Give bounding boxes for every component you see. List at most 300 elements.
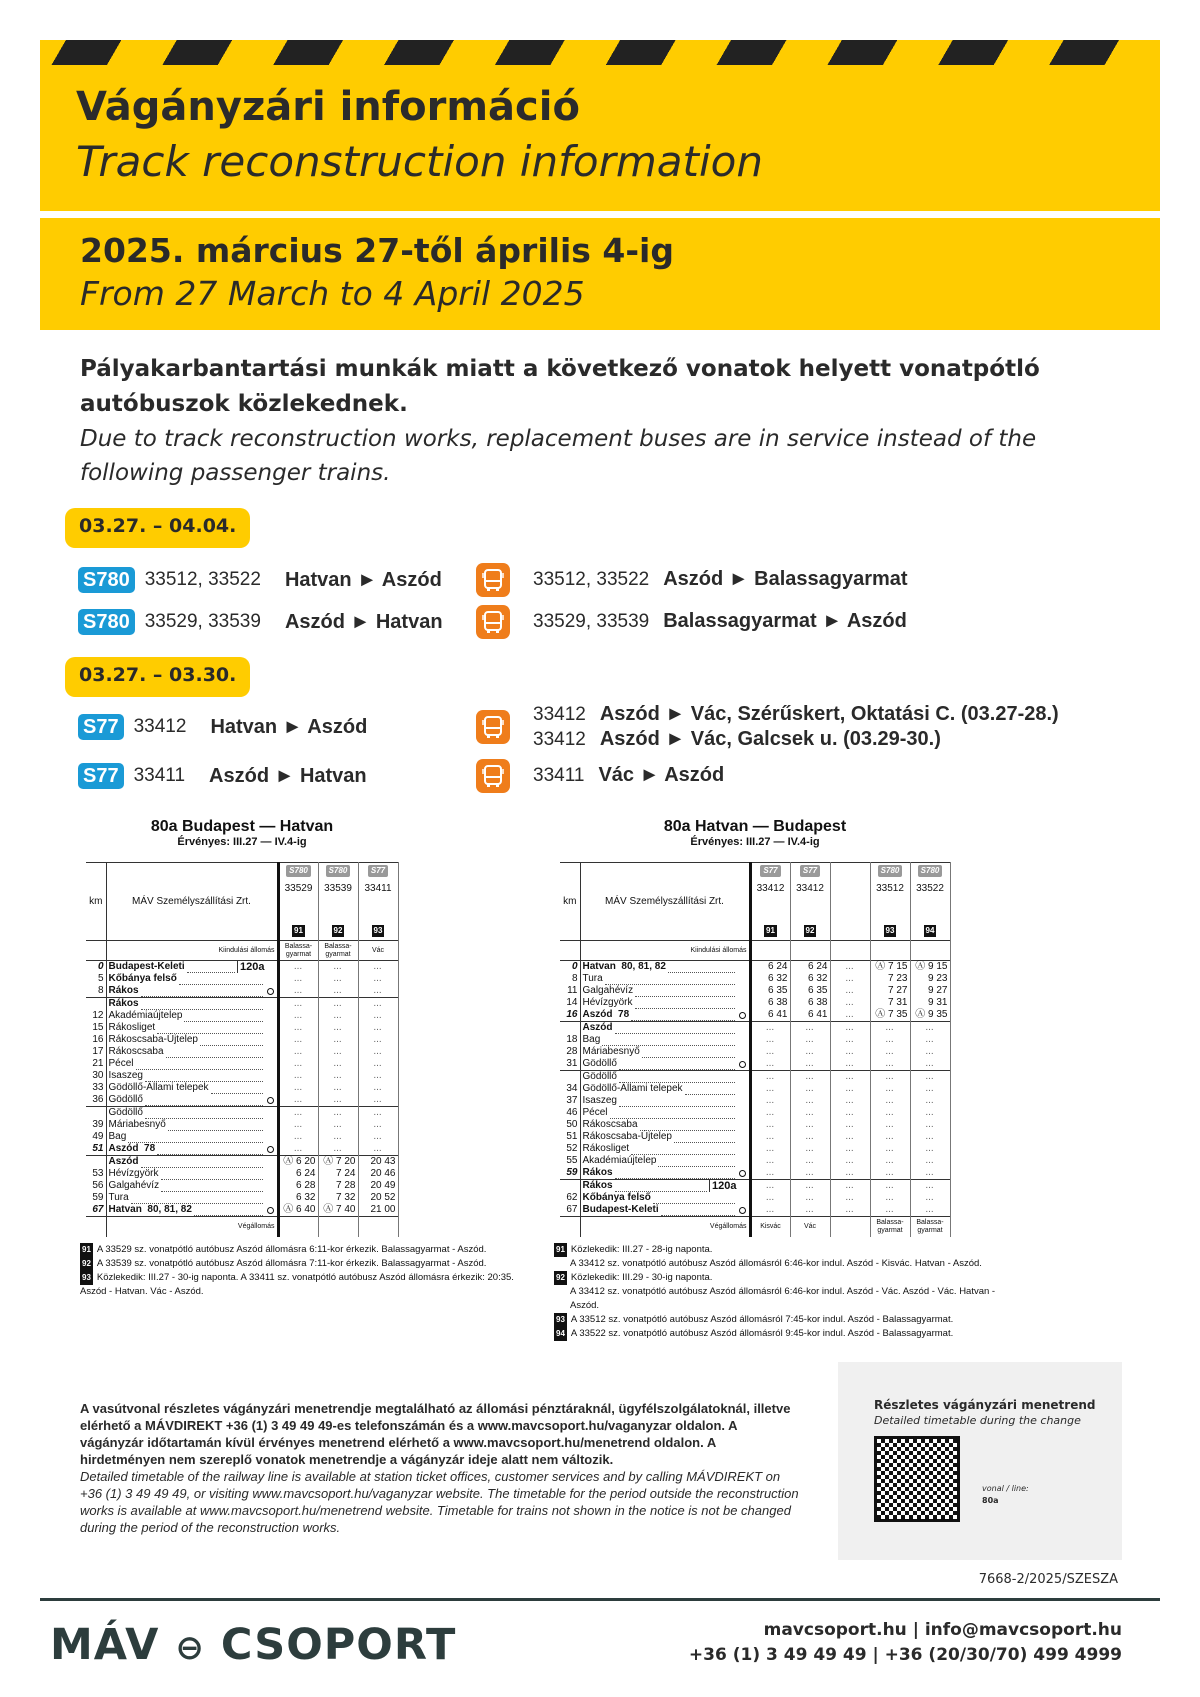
leader-dots: [602, 1037, 734, 1046]
time-cell: ...: [870, 1071, 910, 1084]
train-numbers: 33512, 33522: [144, 569, 261, 590]
route: Aszód ► Hatvan: [209, 764, 367, 787]
station-line: [583, 1095, 747, 1107]
footnote-ref-wrap: [319, 925, 358, 937]
station-row: [86, 1204, 398, 1217]
station-row: [86, 1192, 398, 1204]
station-name: Aszód: [582, 1022, 613, 1033]
station-name: Rákoscsaba-Újtelep: [582, 1131, 672, 1142]
station-line: [583, 1167, 747, 1179]
time-cell: Ⓐ 7 15: [870, 961, 910, 974]
time-cell: ...: [830, 1009, 870, 1022]
time-cell: 21 00: [358, 1204, 398, 1217]
time-cell: ...: [358, 1119, 398, 1131]
intro-text-en: Due to track reconstruction works, replacement buses are in service instead of the following passenger trains.: [80, 426, 1037, 486]
time-cell: ...: [910, 1022, 950, 1035]
station-name: Akadémiaújtelep: [582, 1155, 657, 1166]
time-cell: ...: [910, 1083, 950, 1095]
time-cell: ...: [790, 1083, 830, 1095]
cell: [560, 941, 580, 961]
station-line: [109, 1180, 275, 1192]
time-cell: 6 41: [790, 1009, 830, 1022]
bus-icon: [476, 563, 510, 597]
footnote: [554, 1327, 1014, 1341]
station-cell: [580, 1192, 750, 1204]
transfer-circle-icon: [739, 1207, 746, 1214]
station-row: [560, 1143, 950, 1155]
time-cell: ...: [358, 985, 398, 998]
footer-info: [80, 1400, 800, 1536]
footnote: [554, 1285, 1014, 1313]
time-cell: ...: [870, 1167, 910, 1180]
station-name: Hévízgyörk: [582, 997, 633, 1008]
time-cell: ...: [790, 1204, 830, 1217]
station-line: [583, 1155, 747, 1167]
km-header: km: [560, 863, 580, 941]
leader-dots: [615, 1170, 735, 1179]
station-line: [583, 997, 747, 1009]
footnote-number: 91: [554, 1243, 567, 1257]
station-row: [560, 1046, 950, 1058]
time-cell: ...: [830, 1095, 870, 1107]
time-cell: Ⓐ 6 20: [278, 1156, 318, 1169]
bus-train-numbers: 33412: [533, 729, 586, 750]
time-cell: ...: [358, 1094, 398, 1107]
footnote-text: A 33522 sz. vonatpótló autóbusz Aszód állomásról 9:45-kor indul. Aszód - Balassagyarmat.: [570, 1327, 954, 1339]
time-cell: 9 31: [910, 997, 950, 1009]
footnote: [80, 1243, 520, 1257]
time-cell: ...: [318, 973, 358, 985]
footnote-ref: 93: [885, 926, 895, 935]
time-cell: ...: [870, 1119, 910, 1131]
time-cell: Ⓐ 7 35: [870, 1009, 910, 1022]
time-cell: ...: [870, 1155, 910, 1167]
leader-dots: [141, 1001, 263, 1010]
time-cell: ...: [830, 1022, 870, 1035]
footnote-number: 92: [80, 1257, 93, 1271]
time-cell: ...: [830, 973, 870, 985]
time-cell: ...: [790, 1095, 830, 1107]
destination-row: [86, 1217, 398, 1237]
km-value: [86, 998, 106, 1011]
leader-dots: [194, 1207, 263, 1216]
time-cell: ...: [278, 1058, 318, 1070]
time-cell: ...: [750, 1034, 790, 1046]
station-line: [583, 1022, 747, 1034]
station-row: [560, 1083, 950, 1095]
time-cell: 6 38: [790, 997, 830, 1009]
time-cell: ...: [318, 1010, 358, 1022]
km-value: 36: [86, 1094, 106, 1107]
leader-dots: [157, 1146, 262, 1155]
time-cell: ...: [318, 1119, 358, 1131]
station-row: [86, 1180, 398, 1192]
station-name: Máriabesnyő: [582, 1046, 640, 1057]
time-cell: 6 41: [750, 1009, 790, 1022]
leader-dots: [184, 1013, 262, 1022]
station-line: [109, 961, 275, 973]
destination-station: Balassa-gyarmat: [870, 1217, 910, 1237]
leader-dots: [619, 1098, 735, 1107]
station-line: [583, 1083, 747, 1095]
line-badge: S780: [78, 567, 135, 593]
station-line: [109, 1046, 275, 1058]
station-name: Pécel: [108, 1058, 134, 1069]
line-badge: S77: [78, 763, 124, 789]
station-row: [560, 985, 950, 997]
station-name: Isaszeg: [108, 1070, 143, 1081]
leader-dots: [635, 988, 734, 997]
time-cell: ...: [278, 1022, 318, 1034]
km-value: 62: [560, 1192, 580, 1204]
station-cell: [580, 1071, 750, 1084]
time-cell: Ⓐ 9 15: [910, 961, 950, 974]
origin-label: Kiindulási állomás: [106, 941, 278, 961]
footnote-number: 94: [554, 1327, 567, 1341]
time-cell: ...: [830, 1143, 870, 1155]
station-line: [109, 1034, 275, 1046]
km-value: 55: [560, 1155, 580, 1167]
footnote: [554, 1313, 1014, 1327]
train-service: [78, 567, 442, 593]
station-name: Akadémiaújtelep: [108, 1010, 183, 1021]
timetable-validity: Érvényes: III.27 — IV.4-ig: [177, 836, 307, 848]
station-line: [109, 998, 275, 1010]
station-row: [86, 1119, 398, 1131]
transfer-circle-icon: [267, 1097, 274, 1104]
time-cell: ...: [278, 1070, 318, 1082]
train-number: [831, 871, 870, 883]
station-line: [109, 1010, 275, 1022]
footnote-ref: 94: [925, 926, 935, 935]
footnote-ref-wrap: [871, 925, 910, 937]
route: Hatvan ► Aszód: [284, 568, 442, 591]
station-row: [86, 1046, 398, 1058]
time-cell: ...: [910, 1119, 950, 1131]
time-cell: 20 49: [358, 1180, 398, 1192]
contact-web[interactable]: mavcsoport.hu | info@mavcsoport.hu: [763, 1620, 1122, 1640]
time-cell: ...: [278, 961, 318, 974]
footnote-ref: 91: [294, 926, 303, 935]
station-row: [560, 1009, 950, 1022]
time-cell: 9 23: [910, 973, 950, 985]
destination-station: Kisvác: [750, 1217, 790, 1237]
time-cell: ...: [790, 1167, 830, 1180]
station-cell: [106, 1022, 278, 1034]
leader-dots: [157, 1025, 262, 1034]
line-badge: S77: [368, 865, 388, 877]
contact: [689, 1618, 1122, 1668]
station-row: [86, 1058, 398, 1070]
station-row: [560, 997, 950, 1009]
bus-route: Balassagyarmat ► Aszód: [663, 610, 907, 632]
destination-row: [560, 1217, 950, 1237]
km-value: 28: [560, 1046, 580, 1058]
time-cell: ...: [830, 997, 870, 1009]
footnote-text: A 33529 sz. vonatpótló autóbusz Aszód állomásra 6:11-kor érkezik. Balassagyarmat - Aszód.: [96, 1243, 487, 1255]
train-number: 33539: [324, 883, 352, 894]
leader-dots: [674, 1134, 735, 1143]
transfer-circle-icon: [267, 1146, 274, 1153]
footnote-ref: 91: [766, 926, 775, 935]
time-cell: ...: [750, 1192, 790, 1204]
timetable: [80, 818, 514, 1299]
station-line: [583, 1071, 747, 1083]
station-row: [560, 1071, 950, 1084]
leader-dots: [661, 1207, 735, 1216]
time-cell: ...: [278, 1046, 318, 1058]
km-value: 21: [86, 1058, 106, 1070]
time-cell: ...: [318, 1094, 358, 1107]
train-column: [910, 863, 950, 941]
time-cell: ...: [278, 1094, 318, 1107]
time-cell: ...: [750, 1180, 790, 1193]
km-header: km: [86, 863, 106, 941]
time-cell: ...: [750, 1167, 790, 1180]
time-cell: ...: [318, 1046, 358, 1058]
time-cell: ...: [358, 1070, 398, 1082]
time-cell: ...: [790, 1131, 830, 1143]
time-cell: 7 23: [870, 973, 910, 985]
bus-train-numbers: 33529, 33539: [533, 611, 650, 632]
document-code: 7668-2/2025/SZESZA: [978, 1572, 1118, 1587]
time-cell: ...: [910, 1071, 950, 1084]
origin-row: [86, 941, 398, 961]
time-cell: ...: [830, 1071, 870, 1084]
km-value: 56: [86, 1180, 106, 1192]
time-cell: Ⓐ 6 40: [278, 1204, 318, 1217]
timetable-validity: Érvényes: III.27 — IV.4-ig: [690, 836, 820, 848]
time-cell: ...: [910, 1167, 950, 1180]
time-cell: 6 35: [750, 985, 790, 997]
train-number: 33412: [756, 883, 785, 894]
station-row: [86, 985, 398, 998]
leader-dots: [128, 1134, 262, 1143]
time-cell: ...: [910, 1046, 950, 1058]
station-row: [560, 1119, 950, 1131]
station-line: [583, 1192, 747, 1204]
bus-icon: [476, 759, 510, 793]
station-cell: [106, 1034, 278, 1046]
time-cell: ...: [910, 1143, 950, 1155]
station-name: Kőbánya felső: [582, 1192, 651, 1203]
station-line: [109, 1131, 275, 1143]
station-name: Rákos: [582, 1180, 613, 1191]
station-name: Rákoscsaba-Újtelep: [108, 1034, 198, 1045]
time-cell: ...: [910, 1034, 950, 1046]
time-cell: ...: [790, 1155, 830, 1167]
station-line: [109, 1058, 275, 1070]
leader-dots: [131, 1195, 263, 1204]
time-cell: ...: [750, 1046, 790, 1058]
leader-dots: [631, 1012, 734, 1021]
time-cell: ...: [870, 1046, 910, 1058]
footnote: [554, 1271, 1014, 1285]
station-line: [583, 1034, 747, 1046]
time-cell: ...: [830, 1167, 870, 1180]
cell: [86, 941, 106, 961]
station-name: Isaszeg: [582, 1095, 617, 1106]
time-cell: ...: [358, 1131, 398, 1143]
period-badge: 03.27. – 03.30.: [65, 657, 250, 697]
timetable: [556, 818, 996, 1341]
leader-dots: [145, 1097, 263, 1106]
time-cell: ...: [790, 1058, 830, 1071]
station-row: [86, 1010, 398, 1022]
transfer-circle-icon: [739, 1170, 746, 1177]
train-numbers: 33411: [133, 765, 186, 786]
bus-service: [533, 702, 1059, 752]
leader-dots: [605, 976, 735, 985]
station-row: [560, 1095, 950, 1107]
station-line: [109, 1192, 275, 1204]
origin-station: [870, 941, 910, 961]
km-value: 53: [86, 1168, 106, 1180]
km-value: 59: [560, 1167, 580, 1180]
station-cell: [580, 985, 750, 997]
station-cell: [580, 1204, 750, 1217]
time-cell: ...: [750, 1058, 790, 1071]
time-cell: ...: [910, 1095, 950, 1107]
time-cell: ...: [870, 1034, 910, 1046]
station-name: Rákos: [108, 985, 139, 996]
time-cell: 20 46: [358, 1168, 398, 1180]
km-value: 52: [560, 1143, 580, 1155]
route: Aszód ► Hatvan: [284, 610, 443, 633]
qr-subtitle: Detailed timetable during the change: [874, 1414, 1081, 1427]
station-row: [560, 1204, 950, 1217]
line-badge: S780: [878, 865, 903, 877]
leader-dots: [685, 1086, 735, 1095]
station-row: [560, 1155, 950, 1167]
footnote-number: 93: [80, 1271, 93, 1285]
time-cell: 6 24: [278, 1168, 318, 1180]
line-badge: S780: [326, 865, 351, 877]
leader-dots: [619, 1074, 735, 1083]
km-value: 67: [86, 1204, 106, 1217]
km-value: 51: [560, 1131, 580, 1143]
time-cell: 6 24: [790, 961, 830, 974]
station-name: Kőbánya felső: [108, 973, 177, 984]
train-numbers: 33412: [133, 716, 187, 737]
station-cell: [106, 1131, 278, 1143]
station-cell: [106, 985, 278, 998]
time-cell: ...: [358, 1143, 398, 1156]
station-cell: [580, 1107, 750, 1119]
time-cell: ...: [790, 1046, 830, 1058]
km-value: 8: [560, 973, 580, 985]
origin-station: [910, 941, 950, 961]
time-cell: 20 43: [358, 1156, 398, 1169]
station-cell: [106, 1180, 278, 1192]
time-cell: ...: [830, 985, 870, 997]
time-cell: ...: [278, 998, 318, 1011]
qr-code[interactable]: [874, 1436, 960, 1522]
time-cell: Ⓐ 9 35: [910, 1009, 950, 1022]
time-cell: ...: [358, 973, 398, 985]
station-name: Budapest-Keleti: [582, 1204, 659, 1215]
origin-station: Vác: [358, 941, 398, 961]
line-badge: S77: [760, 865, 780, 877]
station-name: Gödöllő: [582, 1071, 617, 1082]
station-cell: [106, 998, 278, 1011]
qr-line: 80a: [982, 1496, 999, 1505]
station-line: [583, 1131, 747, 1143]
station-row: [86, 973, 398, 985]
km-value: 11: [560, 985, 580, 997]
km-value: 49: [86, 1131, 106, 1143]
company-header: MÁV Személyszállítási Zrt.: [106, 863, 278, 941]
connection-ref: 120a: [709, 1180, 746, 1192]
leader-dots: [179, 976, 263, 985]
time-cell: ...: [358, 1010, 398, 1022]
km-value: 46: [560, 1107, 580, 1119]
station-line: [109, 1082, 275, 1094]
footnote-text: Közlekedik: III.29 - 30-ig naponta.: [570, 1271, 713, 1283]
bus-service: [533, 763, 724, 788]
time-cell: ...: [318, 1058, 358, 1070]
station-line: [583, 1119, 747, 1131]
time-cell: ...: [318, 1107, 358, 1120]
km-value: 8: [86, 985, 106, 998]
time-cell: ...: [790, 1022, 830, 1035]
station-row: [86, 961, 398, 974]
train-number: 33522: [916, 883, 944, 894]
km-value: 0: [86, 961, 106, 974]
footnote-number: 93: [554, 1313, 567, 1327]
station-cell: [106, 1082, 278, 1094]
km-value: 50: [560, 1119, 580, 1131]
bus-train-numbers: 33512, 33522: [533, 569, 650, 590]
time-cell: ...: [358, 1022, 398, 1034]
station-cell: [106, 1143, 278, 1156]
time-cell: ...: [358, 1058, 398, 1070]
km-value: 18: [560, 1034, 580, 1046]
timetable-grid: [86, 862, 399, 1237]
time-cell: ...: [318, 1022, 358, 1034]
time-cell: ...: [910, 1192, 950, 1204]
station-name: Pécel: [582, 1107, 608, 1118]
time-cell: ...: [870, 1058, 910, 1071]
station-line: [109, 1119, 275, 1131]
station-name: Bag: [582, 1034, 601, 1045]
bus-route: Aszód ► Vác, Galcsek u. (03.29-30.): [599, 728, 941, 750]
origin-station: Balassa-gyarmat: [278, 941, 318, 961]
km-value: 15: [86, 1022, 106, 1034]
footnote-ref-wrap: [280, 925, 318, 937]
qr-line-label: vonal / line:: [982, 1484, 1029, 1493]
station-cell: [580, 997, 750, 1009]
leader-dots: [653, 1195, 735, 1204]
station-name: Gödöllő: [582, 1058, 617, 1069]
station-cell: [580, 1131, 750, 1143]
time-cell: ...: [358, 1082, 398, 1094]
leader-dots: [635, 1000, 735, 1009]
station-cell: [106, 1192, 278, 1204]
station-cell: [106, 1119, 278, 1131]
time-cell: ...: [318, 1143, 358, 1156]
time-cell: 7 28: [318, 1180, 358, 1192]
time-cell: ...: [870, 1095, 910, 1107]
train-column: [870, 863, 910, 941]
leader-dots: [615, 1025, 735, 1034]
bus-route: Vác ► Aszód: [598, 764, 725, 786]
leader-dots: [161, 1171, 263, 1180]
destination-station: [318, 1217, 358, 1237]
station-name: Hatvan 80, 81, 82: [108, 1204, 192, 1215]
station-line: [583, 1143, 747, 1155]
bus-service: [533, 567, 908, 592]
